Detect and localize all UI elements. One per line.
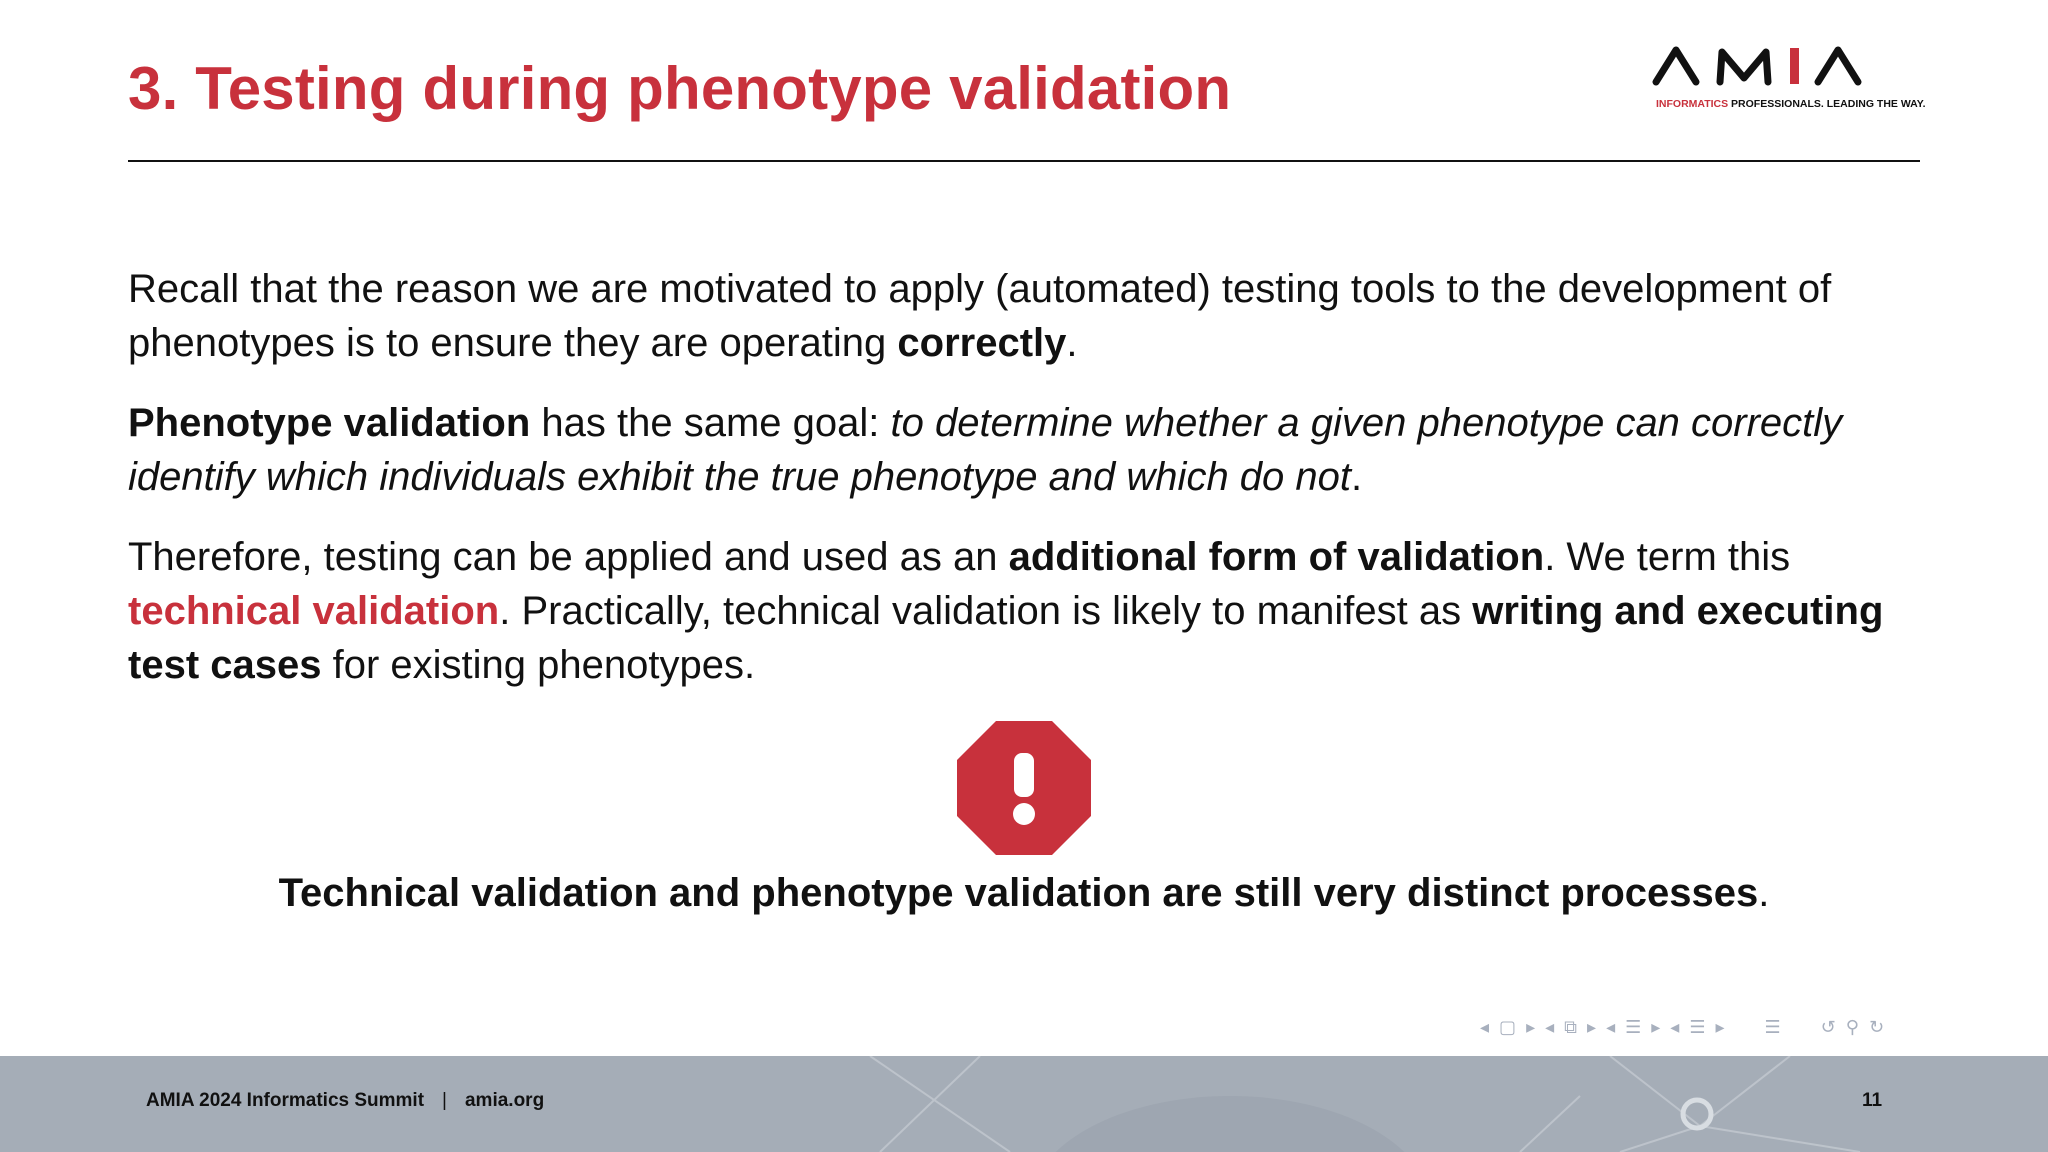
term-technical-validation: technical validation — [128, 589, 500, 633]
callout-trailing: . — [1758, 871, 1770, 915]
nav-right-arrow-icon[interactable]: ▸ — [1715, 1017, 1725, 1038]
nav-left-arrow-icon[interactable]: ◂ — [1606, 1017, 1616, 1038]
logo-tagline-accent: INFORMATICS — [1656, 98, 1729, 110]
search-icon[interactable]: ⚲ — [1845, 1017, 1859, 1038]
text-run: for existing phenotypes. — [321, 643, 756, 687]
text-run: . We term this — [1544, 535, 1791, 579]
outline-icon[interactable]: ☰ — [1764, 1017, 1781, 1038]
amia-logo — [1650, 44, 1926, 116]
text-run: . — [1066, 321, 1078, 365]
emphasis-correctly: correctly — [897, 321, 1067, 365]
nav-right-arrow-icon[interactable]: ▸ — [1651, 1017, 1661, 1038]
document-icon[interactable]: ☰ — [1689, 1017, 1706, 1038]
paragraph-technical-validation — [128, 530, 1928, 692]
term-additional-validation: additional form of validation — [1008, 535, 1545, 579]
text-run: . Practically, technical validation is likely to manifest as — [499, 589, 1473, 633]
nav-left-arrow-icon[interactable]: ◂ — [1480, 1017, 1490, 1038]
callout-text — [0, 866, 2048, 920]
footer-left — [146, 1090, 544, 1112]
frame-icon[interactable]: ▢ — [1499, 1017, 1517, 1038]
back-icon[interactable]: ↺ — [1820, 1017, 1836, 1038]
term-test-cases: writing and executing test cases — [128, 589, 1884, 687]
text-run: Recall that the reason we are motivated to apply (automated) testing tools to the development of phenotypes is to ensure they are operating — [128, 267, 1832, 365]
term-phenotype-validation: Phenotype validation — [128, 401, 531, 445]
slide-title: 3. Testing during phenotype validation — [128, 55, 1232, 122]
logo-tagline — [1656, 98, 1926, 110]
subsection-icon[interactable]: ⧉ — [1564, 1017, 1578, 1038]
text-run: Therefore, testing can be applied and used as an — [128, 535, 1009, 579]
footer-separator: | — [442, 1090, 447, 1111]
exclamation-octagon-icon — [957, 721, 1091, 855]
nav-left-arrow-icon[interactable]: ◂ — [1545, 1017, 1555, 1038]
text-run: . — [1351, 455, 1363, 499]
nav-right-arrow-icon[interactable]: ▸ — [1587, 1017, 1597, 1038]
nav-left-arrow-icon[interactable]: ◂ — [1670, 1017, 1680, 1038]
definition-text: to determine whether a given phenotype can correctly identify which individuals exhibit the true phenotype and which do not — [128, 401, 1843, 499]
footer-website: amia.org — [464, 1090, 545, 1111]
nav-right-arrow-icon[interactable]: ▸ — [1526, 1017, 1536, 1038]
footer-event: AMIA 2024 Informatics Summit — [146, 1090, 425, 1111]
callout-bold: Technical validation and phenotype validation are still very distinct processes — [278, 871, 1759, 915]
forward-icon[interactable]: ↻ — [1868, 1017, 1885, 1038]
beamer-navigation-bar — [1476, 1016, 1888, 1040]
section-icon[interactable]: ☰ — [1625, 1017, 1642, 1038]
logo-tagline-rest: PROFESSIONALS. LEADING THE WAY. — [1728, 98, 1926, 110]
title-divider — [128, 160, 1920, 162]
paragraph-phenotype-validation — [128, 396, 1928, 504]
text-run: has the same goal: — [530, 401, 891, 445]
slide-body — [128, 262, 1928, 718]
amia-wordmark — [1650, 44, 1910, 92]
page-number: 11 — [1862, 1090, 1883, 1111]
paragraph-motivation — [128, 262, 1928, 370]
footer-bar — [0, 1056, 2048, 1152]
